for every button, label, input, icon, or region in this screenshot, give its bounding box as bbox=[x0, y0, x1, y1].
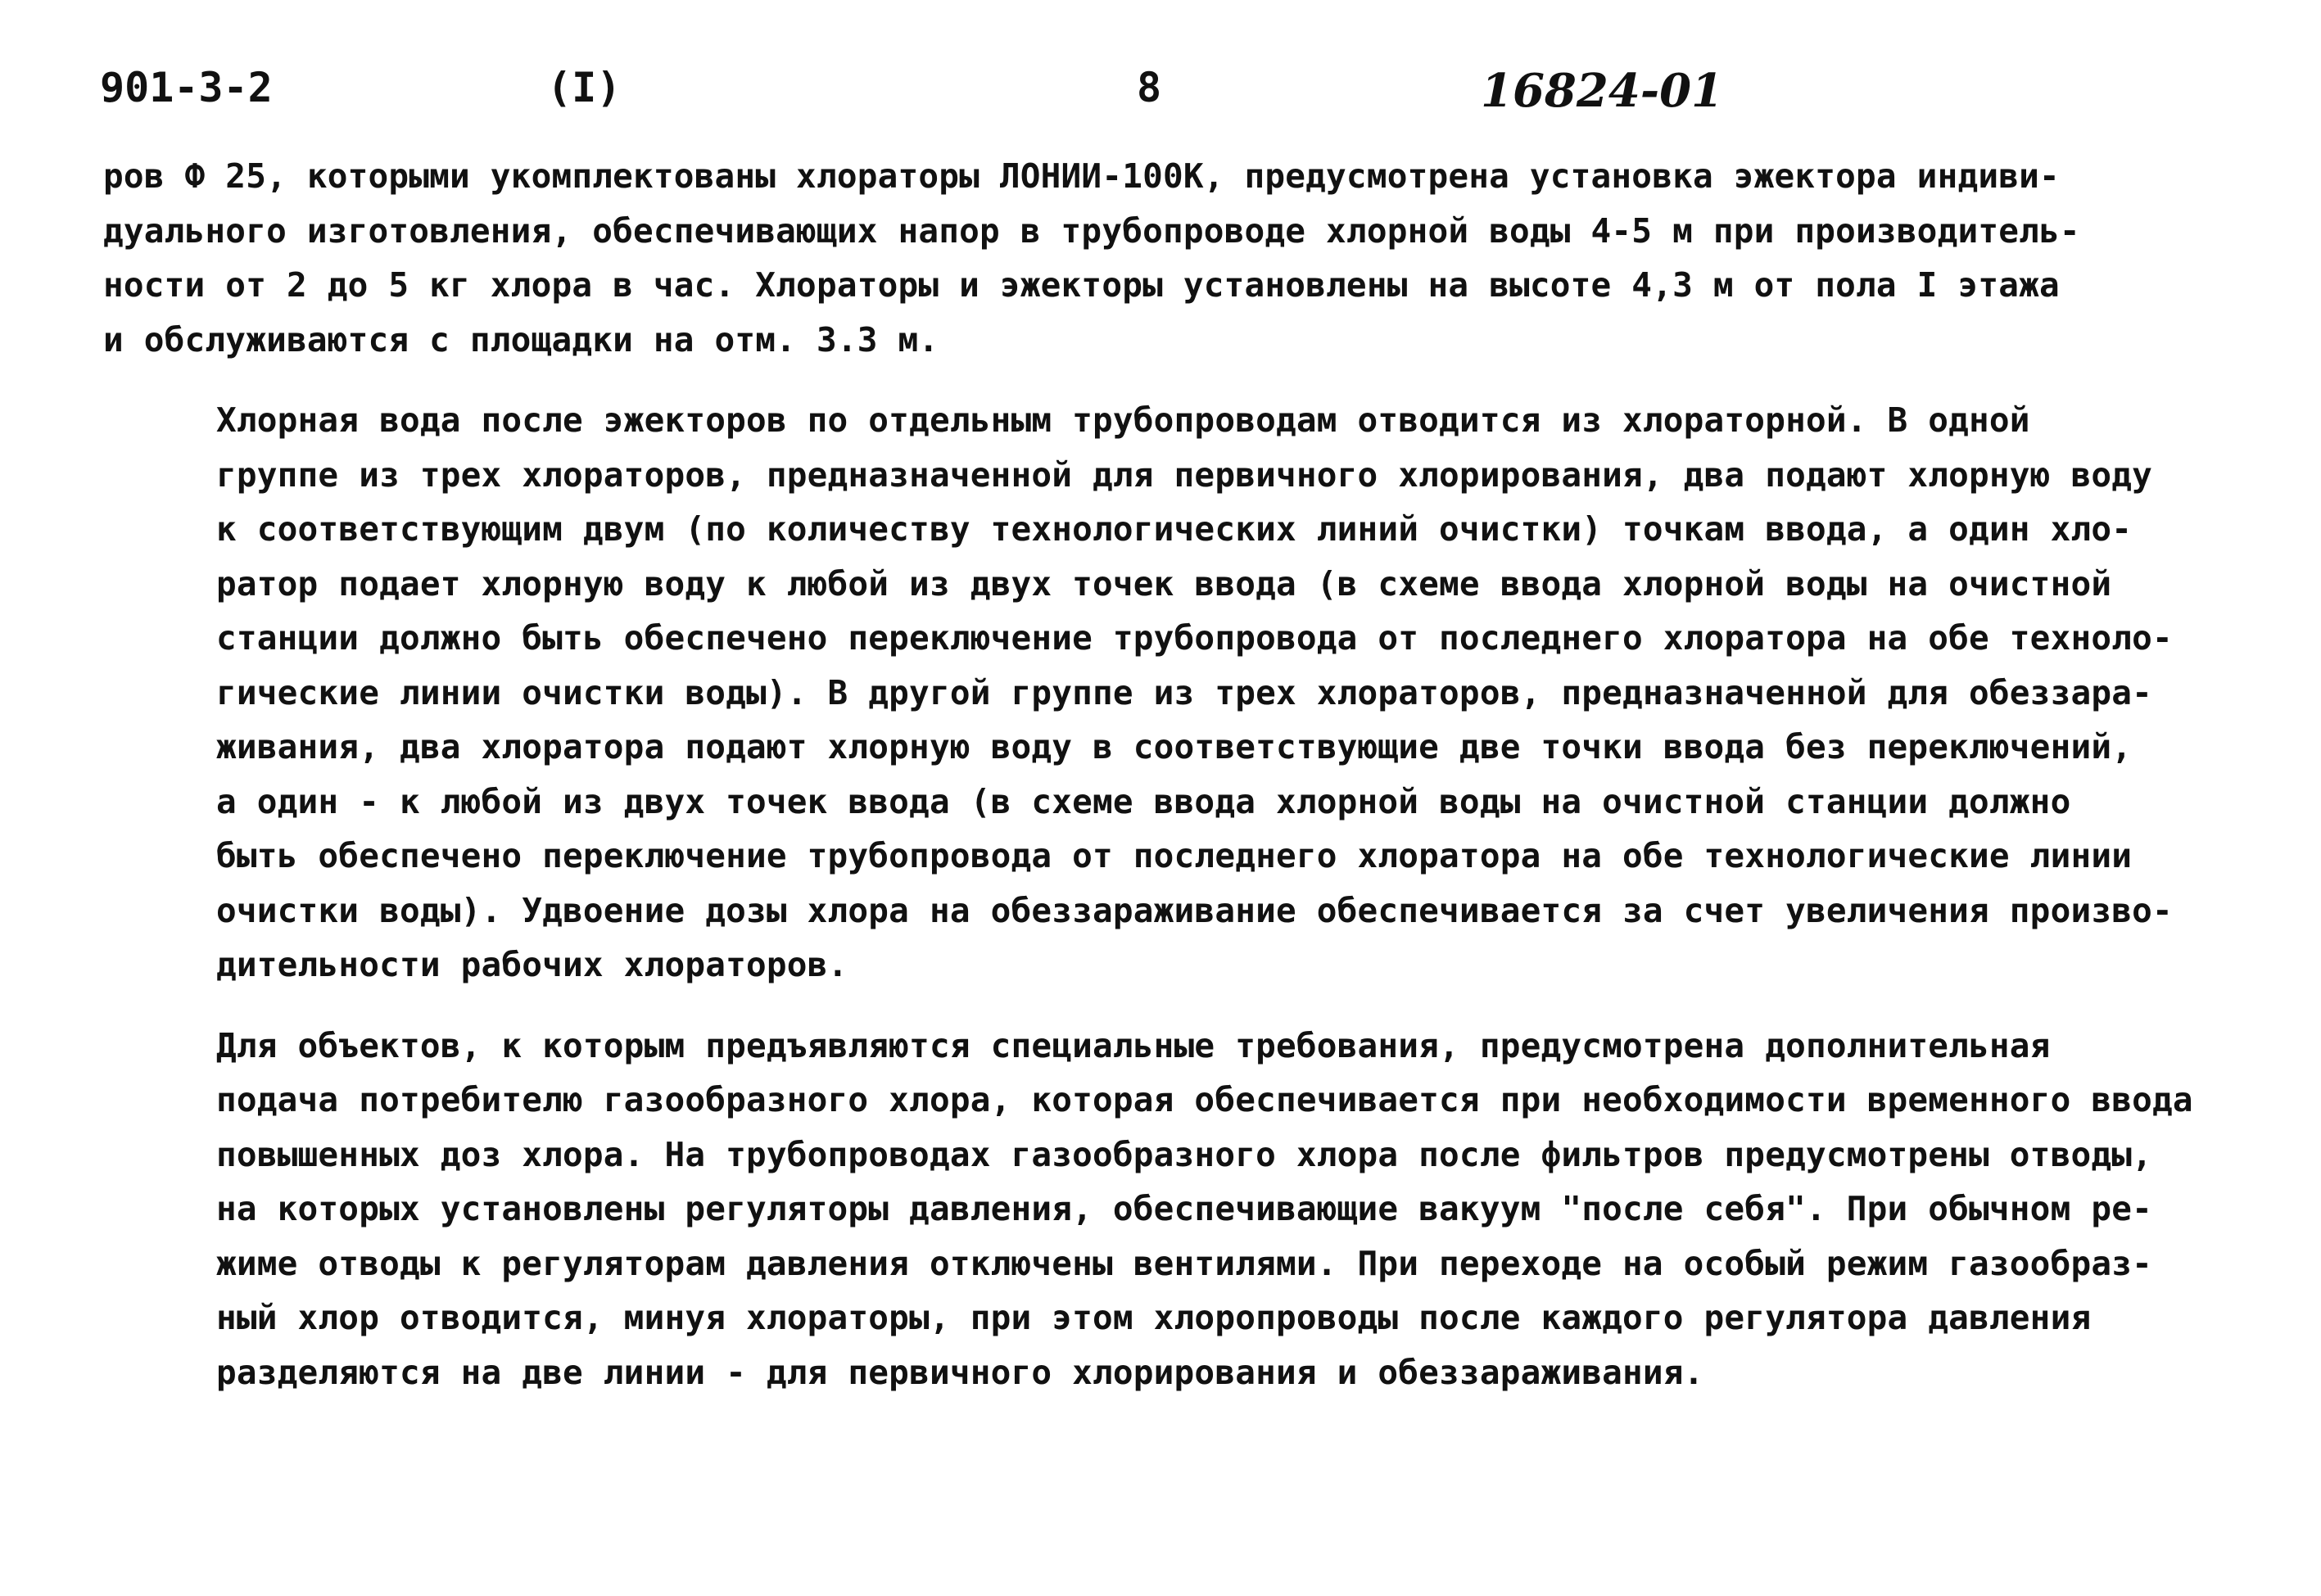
text-line: ров Ф 25, которыми укомплектованы хлораторы ЛОНИИ-100К, предусмотрена установка эжектора индиви- bbox=[103, 156, 2060, 196]
text-line: станции должно быть обеспечено переключение трубопровода от последнего хлоратора на обе техноло- bbox=[216, 618, 2173, 658]
text-line: Для объектов, к которым предъявляются специальные требования, предусмотрена дополнительная bbox=[216, 1025, 2051, 1065]
text-line: жиме отводы к регуляторам давления отключены вентилями. При переходе на особый режим газообраз- bbox=[216, 1243, 2152, 1283]
text-line: на которых установлены регуляторы давления, обеспечивающие вакуум "после себя". При обычном ре- bbox=[216, 1189, 2152, 1228]
page-number: 8 bbox=[1137, 64, 1162, 111]
paragraph-2 bbox=[103, 393, 2233, 992]
text-line: очистки воды). Удвоение дозы хлора на обеззараживание обеспечивается за счет увеличения произво- bbox=[216, 890, 2173, 930]
text-line: ности от 2 до 5 кг хлора в час. Хлораторы и эжекторы установлены на высоте 4,3 м от пола I этажа bbox=[103, 265, 2060, 305]
document-code: 901-3-2 bbox=[100, 64, 273, 111]
paragraph-3 bbox=[103, 1019, 2233, 1400]
text-line: гические линии очистки воды). В другой группе из трех хлораторов, предназначенной для обеззара- bbox=[216, 672, 2152, 712]
text-line: ратор подает хлорную воду к любой из двух точек ввода (в схеме ввода хлорной воды на очистной bbox=[216, 563, 2112, 604]
text-line: дительности рабочих хлораторов. bbox=[216, 945, 848, 984]
paragraph-1 bbox=[103, 149, 2233, 367]
text-line: ный хлор отводится, минуя хлораторы, при этом хлоропроводы после каждого регулятора давления bbox=[216, 1298, 2092, 1337]
text-line: группе из трех хлораторов, предназначенной для первичного хлорирования, два подают хлорную воду bbox=[216, 454, 2152, 495]
text-line: к соответствующим двум (по количеству технологических линий очистки) точкам ввода, а один хло- bbox=[216, 509, 2133, 549]
text-line: подача потребителю газообразного хлора, которая обеспечивается при необходимости временного ввода bbox=[216, 1080, 2193, 1119]
text-line: и обслуживаются с площадки на отм. 3.3 м. bbox=[103, 319, 939, 359]
text-line: живания, два хлоратора подают хлорную воду в соответствующие две точки ввода без переключений, bbox=[216, 727, 2133, 766]
text-line: быть обеспечено переключение трубопровода от последнего хлоратора на обе технологические линии bbox=[216, 836, 2133, 875]
page-header bbox=[0, 64, 2321, 129]
text-line: разделяются на две линии - для первичного хлорирования и обеззараживания. bbox=[216, 1352, 1704, 1392]
text-line: а один - к любой из двух точек ввода (в схеме ввода хлорной воды на очистной станции должно bbox=[216, 781, 2071, 821]
text-line: Хлорная вода после эжекторов по отдельным трубопроводам отводится из хлораторной. В одной bbox=[216, 400, 2030, 440]
section-number: (I) bbox=[547, 64, 622, 111]
handwritten-stamp: 16824-01 bbox=[1481, 64, 1723, 118]
text-line: повышенных доз хлора. На трубопроводах газообразного хлора после фильтров предусмотрены отводы, bbox=[216, 1134, 2152, 1174]
document-body bbox=[103, 149, 2233, 1426]
text-line: дуального изготовления, обеспечивающих напор в трубопроводе хлорной воды 4-5 м при производитель- bbox=[103, 210, 2080, 251]
